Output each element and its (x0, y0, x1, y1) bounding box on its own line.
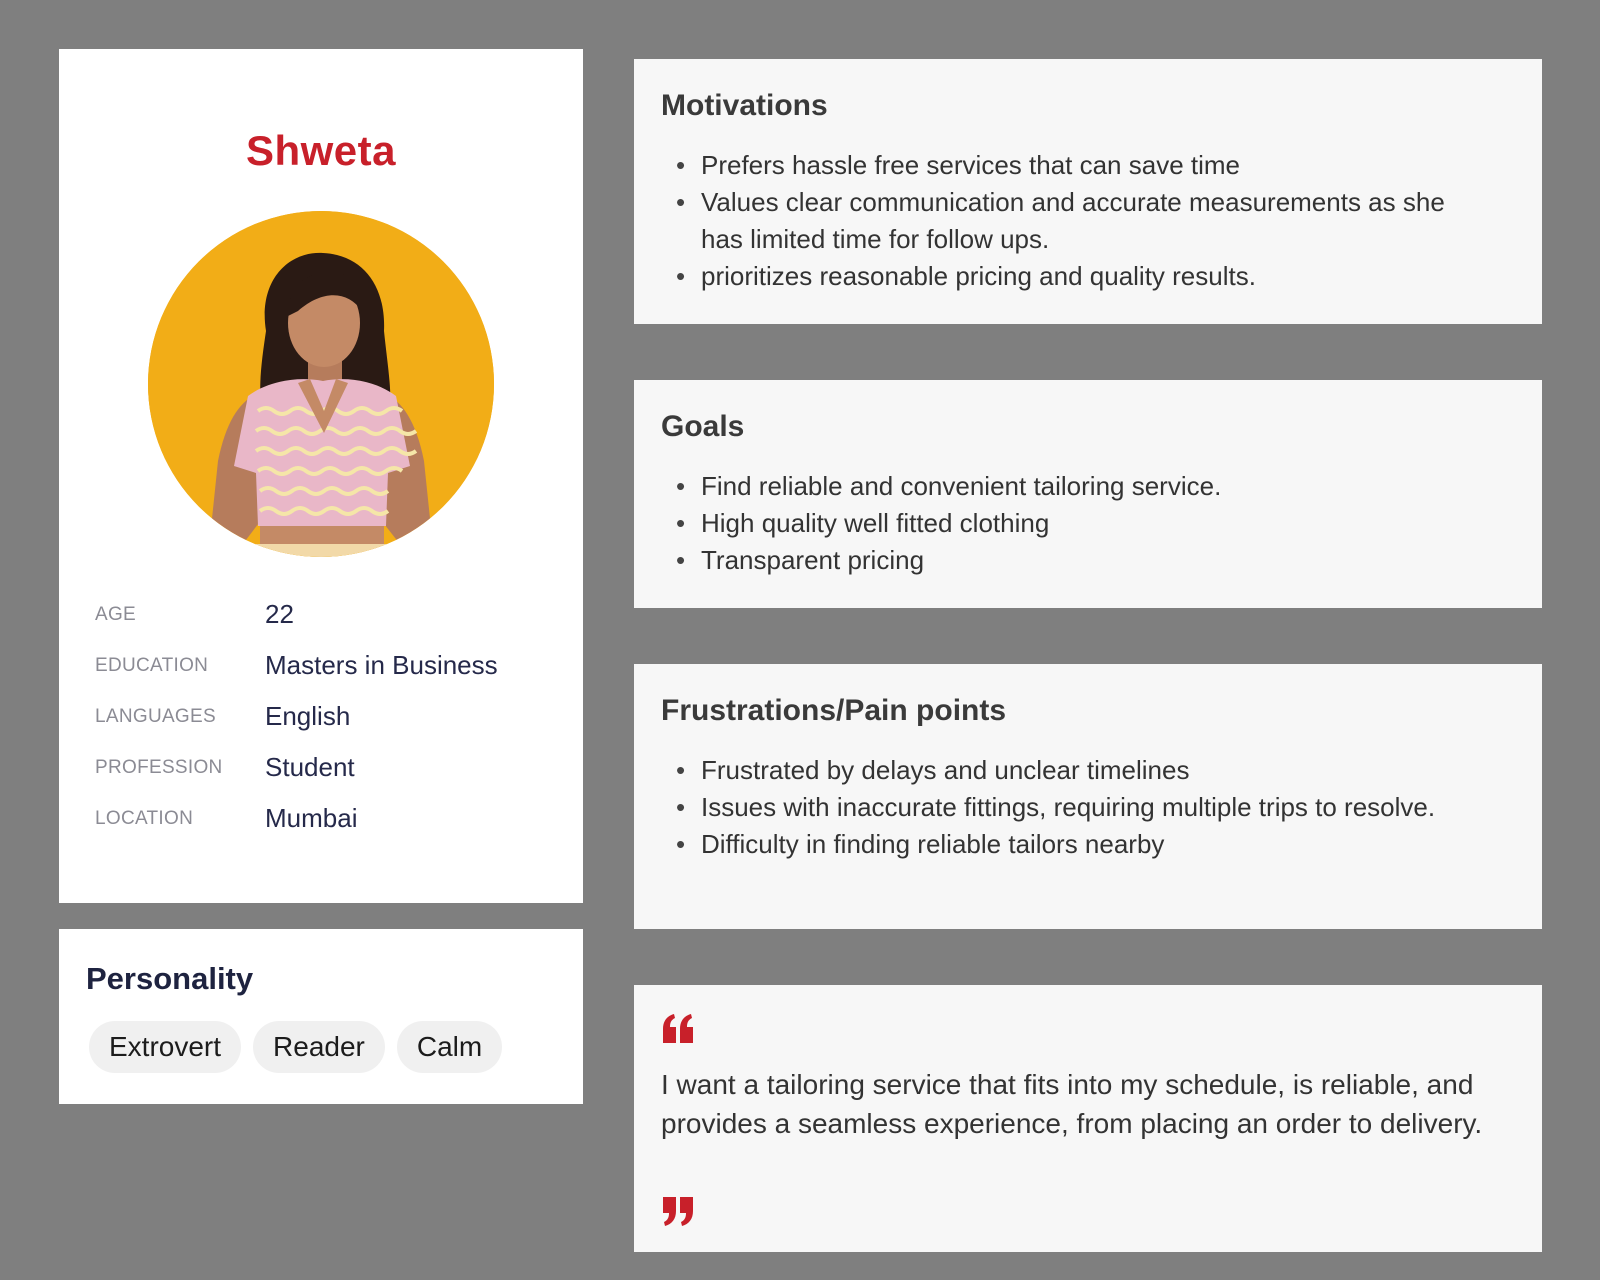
frustrations-panel (634, 664, 1542, 929)
detail-row-education (95, 640, 565, 691)
list-item-text: Frustrated by delays and unclear timelines (701, 755, 1190, 785)
detail-row-location (95, 793, 565, 844)
list-item-text: Transparent pricing (701, 545, 925, 575)
frustrations-title: Frustrations/Pain points (661, 694, 1007, 727)
avatar (148, 211, 494, 557)
detail-row-languages (95, 691, 565, 742)
personality-tag: Reader (253, 1021, 385, 1073)
detail-row-age (95, 589, 565, 640)
detail-label: LANGUAGES (95, 705, 216, 727)
quote-close-icon (661, 1197, 695, 1227)
detail-value: Mumbai (265, 803, 358, 833)
motivations-panel (634, 59, 1542, 324)
detail-label: LOCATION (95, 807, 194, 829)
detail-label: PROFESSION (95, 756, 223, 778)
list-item: • Values clear communication and accurate measurements as she has limited time for follow ups. (676, 187, 1445, 254)
quote-text: I want a tailoring service that fits into my schedule, is reliable, and provides a seamless experience, from placing an order to delivery. (661, 1069, 1483, 1139)
personality-tags (89, 1021, 502, 1073)
frustrations-list (661, 752, 1491, 863)
profile-card (59, 49, 583, 903)
personality-tag: Extrovert (89, 1021, 241, 1073)
goals-list (661, 468, 1491, 579)
detail-label: AGE (95, 603, 137, 625)
personality-card (59, 929, 583, 1104)
detail-row-profession (95, 742, 565, 793)
list-item: • prioritizes reasonable pricing and quality results. (676, 261, 1256, 291)
personality-title: Personality (86, 961, 254, 996)
list-item: • High quality well fitted clothing (676, 508, 1050, 538)
detail-value: English (265, 701, 351, 731)
list-item: • Transparent pricing (676, 545, 925, 575)
goals-title: Goals (661, 410, 745, 443)
detail-value: Student (265, 752, 355, 782)
persona-name: Shweta (245, 127, 397, 174)
motivations-list (661, 147, 1491, 295)
list-item: • Prefers hassle free services that can save time (676, 150, 1241, 180)
detail-label: EDUCATION (95, 654, 209, 676)
quote-open-icon (661, 1013, 695, 1043)
list-item-text: Issues with inaccurate fittings, requiring multiple trips to resolve. (701, 792, 1436, 822)
personality-tag: Calm (397, 1021, 502, 1073)
list-item-text: High quality well fitted clothing (701, 508, 1050, 538)
detail-value: Masters in Business (265, 650, 498, 680)
list-item: • Difficulty in finding reliable tailors nearby (676, 829, 1165, 859)
list-item-text: Find reliable and convenient tailoring service. (701, 471, 1222, 501)
list-item-text: Prefers hassle free services that can save time (701, 150, 1241, 180)
list-item-text: Difficulty in finding reliable tailors nearby (701, 829, 1165, 859)
persona-details (95, 589, 565, 844)
quote-panel (634, 985, 1542, 1252)
list-item-text: prioritizes reasonable pricing and quality results. (701, 261, 1256, 291)
motivations-title: Motivations (661, 89, 828, 122)
list-item: • Issues with inaccurate fittings, requiring multiple trips to resolve. (676, 792, 1436, 822)
list-item: • Find reliable and convenient tailoring service. (676, 471, 1222, 501)
detail-value: 22 (265, 599, 294, 629)
list-item: • Frustrated by delays and unclear timelines (676, 755, 1190, 785)
list-item-text: Values clear communication and accurate measurements as she has limited time for follow ups. (701, 187, 1445, 254)
goals-panel (634, 380, 1542, 608)
